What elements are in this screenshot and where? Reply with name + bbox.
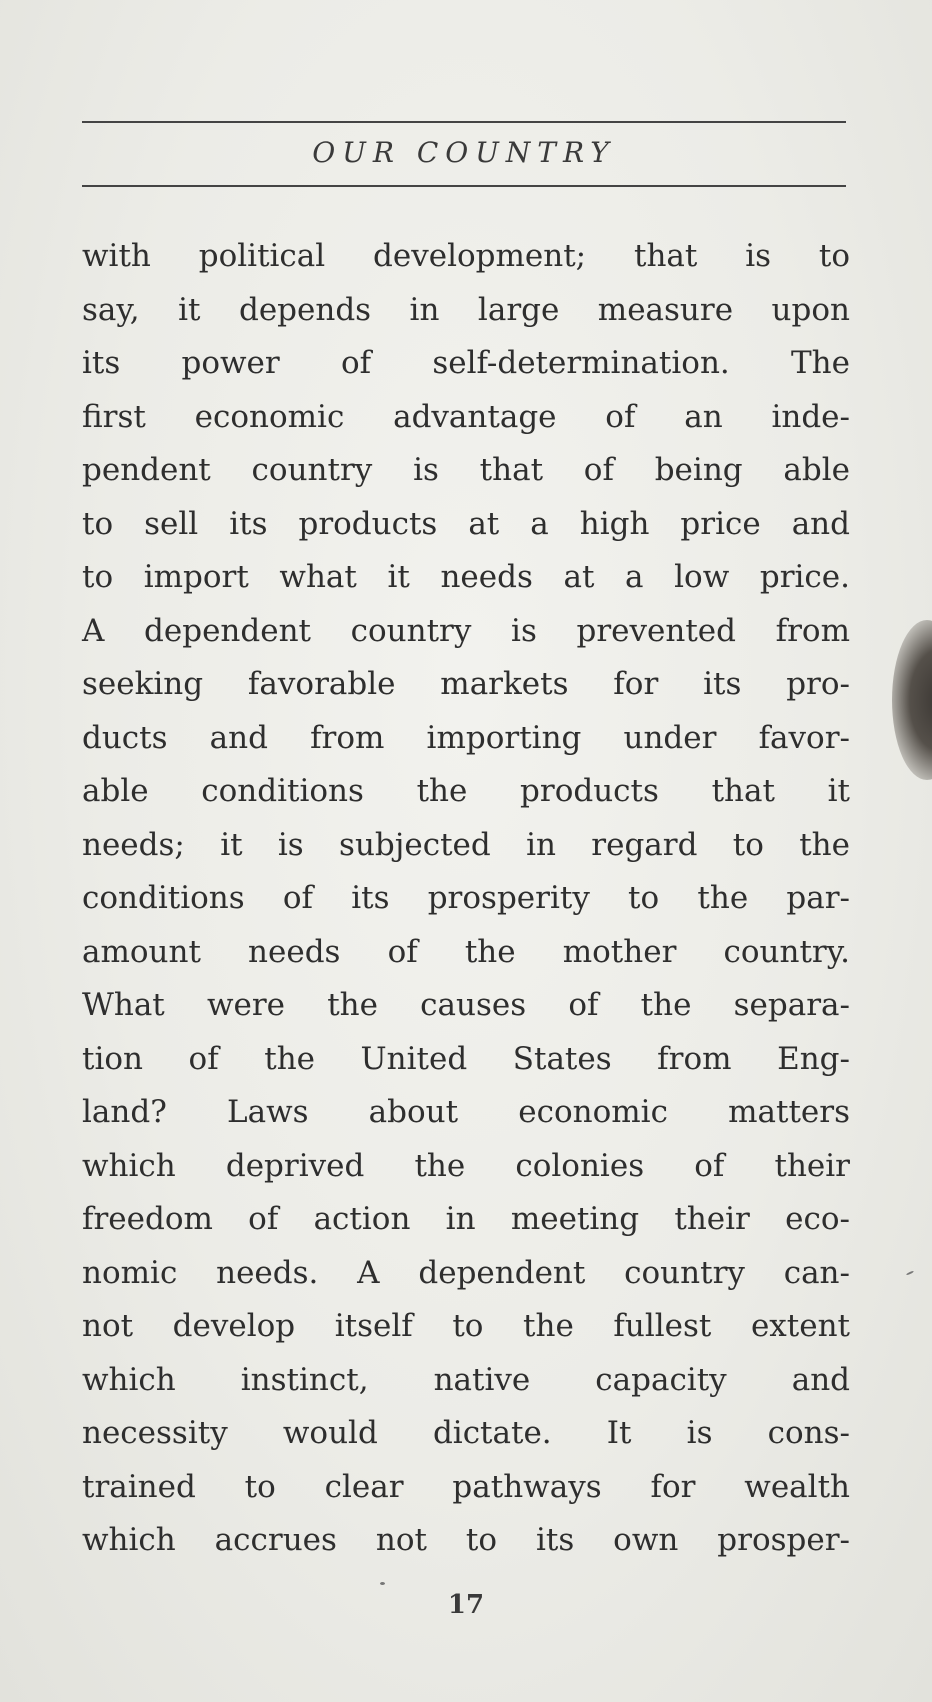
- text-line: to sell its products at a high price and: [82, 505, 850, 542]
- text-line: trained to clear pathways for wealth: [82, 1468, 850, 1505]
- header-rule-bottom: [82, 185, 846, 187]
- text-line: to import what it needs at a low price.: [82, 559, 850, 595]
- text-line: A dependent country is prevented from: [82, 612, 850, 649]
- text-line: seeking favorable markets for its pro-: [82, 666, 850, 702]
- text-line: its power of self-determination. The: [82, 345, 850, 381]
- speck: [380, 1582, 385, 1585]
- text-line: first economic advantage of an inde-: [82, 398, 850, 435]
- text-line: land? Laws about economic matters: [82, 1094, 850, 1130]
- text-line: ducts and from importing under favor-: [82, 719, 850, 756]
- text-line: which accrues not to its own prosper-: [82, 1522, 850, 1558]
- text-line: What were the causes of the separa-: [82, 987, 850, 1023]
- header-rule-top: [82, 121, 846, 123]
- speck: [906, 1270, 914, 1275]
- text-line: necessity would dictate. It is cons-: [82, 1415, 850, 1451]
- page-number: 17: [447, 1590, 485, 1620]
- text-line: amount needs of the mother country.: [82, 933, 850, 970]
- text-line: tion of the United States from Eng-: [82, 1040, 850, 1077]
- text-line: needs; it is subjected in regard to the: [82, 826, 850, 863]
- text-line: nomic needs. A dependent country can-: [82, 1254, 850, 1291]
- text-line: able conditions the products that it: [82, 773, 850, 809]
- text-line: with political development; that is to: [82, 238, 850, 274]
- text-line: which instinct, native capacity and: [82, 1361, 850, 1398]
- text-line: say, it depends in large measure upon: [82, 291, 850, 328]
- text-line: freedom of action in meeting their eco-: [82, 1201, 850, 1237]
- text-line: pendent country is that of being able: [82, 452, 850, 488]
- body-text: [82, 230, 850, 1568]
- running-head: OUR COUNTRY: [312, 136, 616, 169]
- text-line: which deprived the colonies of their: [82, 1147, 850, 1184]
- text-line: conditions of its prosperity to the par-: [82, 880, 850, 916]
- text-line: not develop itself to the fullest extent: [82, 1308, 850, 1344]
- thumb-shadow: [892, 620, 932, 780]
